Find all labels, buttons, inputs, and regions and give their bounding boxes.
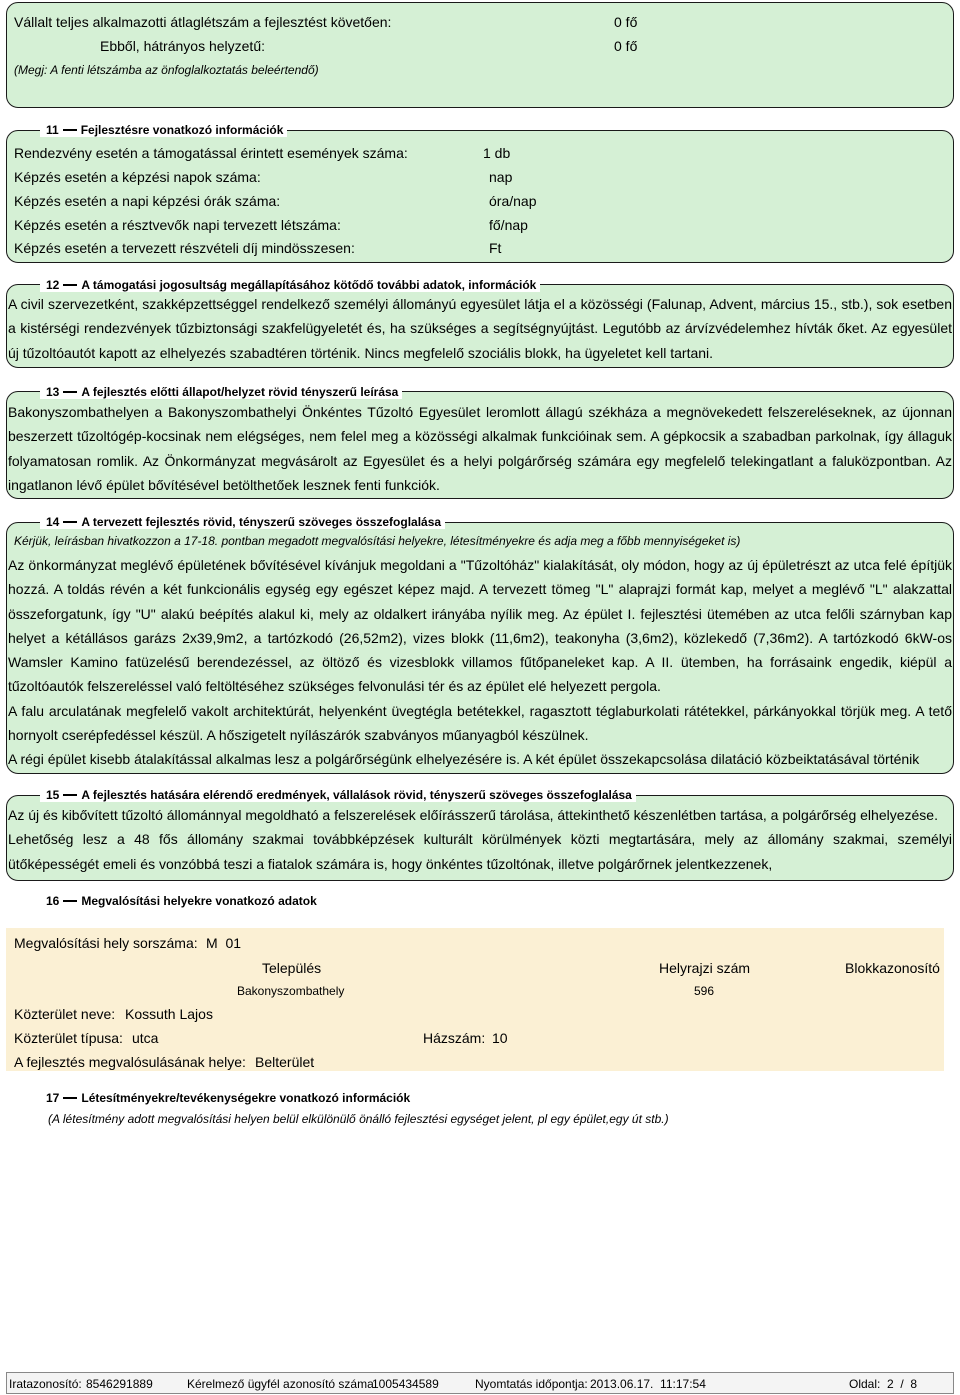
hazszam-value: 10 xyxy=(492,1030,508,1046)
section-16-title-text: Megvalósítási helyekre vonatkozó adatok xyxy=(81,894,317,908)
nyomtatas-label: Nyomtatás időpontja: xyxy=(475,1377,588,1391)
s11-row-value: nap xyxy=(489,169,513,185)
helye-value: Belterület xyxy=(255,1054,315,1070)
kozterulet-nev-value: Kossuth Lajos xyxy=(125,1006,213,1022)
kozterulet-tipus-value: utca xyxy=(132,1030,159,1046)
title-dash xyxy=(63,900,77,902)
title-dash xyxy=(63,391,77,393)
section-13-title xyxy=(40,385,402,399)
s15-p1: Az új és kibővített tűzoltó állománnyal megoldható a felszerelések előírásszerű tárolása, áttekinthető készenlétben tartása, a polgárőrség elhelyezése. xyxy=(8,807,938,823)
oldal-label: Oldal: xyxy=(849,1377,881,1391)
section-14-number: 14 xyxy=(46,515,60,529)
hazszam-label: Házszám: xyxy=(423,1030,486,1046)
s11-row-value: Ft xyxy=(489,240,502,256)
s11-row-label: Rendezvény esetén a támogatással érintett események száma: xyxy=(14,145,408,161)
s11-row-value: óra/nap xyxy=(489,193,537,209)
section-15-title xyxy=(40,788,636,802)
s14-paragraph xyxy=(8,553,952,772)
s10-line2-label: Ebből, hátrányos helyzetű: xyxy=(100,38,265,54)
section-12-title-text: A támogatási jogosultság megállapításához kötődő további adatok, információk xyxy=(81,278,537,292)
page-footer xyxy=(6,1372,954,1394)
s13-text: Bakonyszombathelyen a Bakonyszombathelyi Önkéntes Tűzoltó Egyesület leromlott állagú székháza a megnövekedett felszereléseknek, az újonnan beszerzett tűzoltógép-kocsinak nem elégséges, nem felel meg a közösségi alkalmak funkcióinak sem. A gépkocsik a szabadban parkolnak, így állaguk folyamatosan romlik. Az Önkormányzat megvásárolt az Egyesület és a helyi polgárőrség számára egy megfelelő telekingatlant a faluközpontban. Az ingatlanon lévő épület bővítésével betölthetőek lesznek fenti funkciók. xyxy=(8,404,952,493)
s10-line1-label: Vállalt teljes alkalmazotti átlaglétszám a fejlesztést követően: xyxy=(14,14,392,30)
s11-row-value: fő/nap xyxy=(489,217,528,233)
s10-line1-value: 0 fő xyxy=(614,14,638,30)
kozterulet-tipus-label: Közterület típusa: xyxy=(14,1030,123,1046)
title-dash xyxy=(63,284,77,286)
hely-value: M 01 xyxy=(206,935,242,951)
col-telepules: Település xyxy=(262,960,322,976)
section-17-title-text: Létesítményekre/tevékenységekre vonatkozó információk xyxy=(81,1091,411,1105)
s14-note: Kérjük, leírásban hivatkozzon a 17-18. pontban megadott megvalósítási helyekre, létesítményekre és adja meg a főbb mennyiségeket is) xyxy=(14,534,741,548)
title-dash xyxy=(63,794,77,796)
section-13-number: 13 xyxy=(46,385,60,399)
s11-row-label: Képzés esetén a résztvevők napi tervezett létszáma: xyxy=(14,217,341,233)
s15-p2: Lehetőség lesz a 48 fős állomány szakmai továbbképzések kulturált körülmények közti megtartására, mely az állomány szakmai, személyi ütőképességét emeli és vonzóbbá teszi a fiatalok számára is, hogy önkéntes tűzoltónak, illetve polgárőrnek jelentkezzenek, xyxy=(8,831,952,872)
oldal-value: 2 / 8 xyxy=(887,1377,918,1391)
telepules-value: Bakonyszombathely xyxy=(237,984,345,998)
s11-row-label: Képzés esetén a tervezett részvételi díj mindösszesen: xyxy=(14,240,355,256)
iratazonosito-label: Iratazonosító: xyxy=(9,1377,82,1391)
section-17-title xyxy=(40,1091,414,1105)
s15-paragraph xyxy=(8,803,952,876)
iratazonosito-value: 8546291889 xyxy=(86,1377,153,1391)
hely-label: Megvalósítási hely sorszáma: xyxy=(14,935,198,951)
ugyfel-value: 1005434589 xyxy=(372,1377,439,1391)
section-14-title xyxy=(40,515,445,529)
section-15-title-text: A fejlesztés hatására elérendő eredmények, vállalások rövid, tényszerű szöveges összefoglalása xyxy=(81,788,632,802)
s14-p1: Az önkormányzat meglévő épületének bővítésével kívánjuk megoldani a "Tűzoltóház" kialakítását, oly módon, hogy az új épületrészt az utca felé építjük hozzá. A toldás révén a két funkcionális egység egy egészet képez majd. A tervezett tömeg "L" alaprajzi formát kap, melyet a meglévő "L" alakzattal összeforgatunk, így "U" alakú beépítés alakul ki, mely az oldalkert irányába nyílik meg. Az épület I. fejlesztési ütemében az utca felőli szárnyban kap helyet a kétállásos garázs 2x39,9m2, a tartózkodó (26,52m2), vizes blokk (11,6m2), teakonyha (3,6m2), közlekedő (7,36m2). A tartózkodó 6kW-os Wamsler Kamino fatüzelésű berendezéssel, az öltöző és vizesblokk villamos fűtőpaneleket kap. A II. ütemben, ha forrásaink engedik, kiépül a tűzoltóautók felszereléssel való feltöltéséhez szükséges felvonulási tér és az épület elé helyezett pergola. xyxy=(8,557,952,695)
section-16-number: 16 xyxy=(46,894,60,908)
section-11-number: 11 xyxy=(46,123,59,137)
title-dash xyxy=(63,129,77,131)
hrsz-value: 596 xyxy=(694,984,715,998)
s10-note: (Megj: A fenti létszámba az önfoglalkoztatás beleértendő) xyxy=(14,63,319,77)
nyomtatas-value: 2013.06.17. 11:17:54 xyxy=(590,1377,706,1391)
title-dash xyxy=(63,1097,77,1099)
section-11-title xyxy=(40,123,287,137)
helye-label: A fejlesztés megvalósulásának helye: xyxy=(14,1054,246,1070)
section-14-title-text: A tervezett fejlesztés rövid, tényszerű szöveges összefoglalása xyxy=(81,515,442,529)
section-12-number: 12 xyxy=(46,278,60,292)
s11-row-value: 1 db xyxy=(483,145,511,161)
title-dash xyxy=(63,521,77,523)
s10-line2-value: 0 fő xyxy=(614,38,638,54)
s11-row-label: Képzés esetén a képzési napok száma: xyxy=(14,169,261,185)
section-17-number: 17 xyxy=(46,1091,60,1105)
s14-p2: A falu arculatának megfelelő vakolt architektúrát, helyenként üvegtégla betétekkel, ragasztott téglaburkolati rátétekkel, párkányokkal törjük meg. A tető hornyolt cserépfedéssel készül. A hőszigetelt nyílászárók szabványos műanyagból készülnek. xyxy=(8,702,952,744)
section-15-number: 15 xyxy=(46,788,60,802)
kozterulet-nev-label: Közterület neve: xyxy=(14,1006,116,1022)
s17-note: (A létesítmény adott megvalósítási helyen belül elkülönülő önálló fejlesztési egységet jelent, pl egy épület,egy út stb.) xyxy=(48,1112,669,1126)
s11-row-label: Képzés esetén a napi képzési órák száma: xyxy=(14,193,281,209)
section-16-title xyxy=(40,894,321,908)
ugyfel-label: Kérelmező ügyfél azonosító száma: xyxy=(187,1377,378,1391)
col-blokk: Blokkazonosító xyxy=(845,960,940,976)
section-13-title-text: A fejlesztés előtti állapot/helyzet rövid tényszerű leírása xyxy=(81,385,399,399)
section-12-title xyxy=(40,278,540,292)
s14-p3: A régi épület kisebb átalakítással alkalmas lesz a polgárőrségünk elhelyezésére is. A két épület összekapcsolása dilatáció közbeiktatásával történik xyxy=(8,751,920,768)
col-hrsz: Helyrajzi szám xyxy=(659,960,751,976)
section-11-title-text: Fejlesztésre vonatkozó információk xyxy=(80,123,284,137)
s12-text: A civil szervezetként, szakképzettséggel rendelkező személyi állományú egyesület látja el a közösségi (Falunap, Advent, március 15., stb.), sok esetben a kistérségi rendezvények tűzbiztonsági szakfelügyeletét és, ha szükséges a segítségnyújtást. Legutóbb az árvízvédelemhez hívták őket. Az egyesület új tűzoltóautót kapott az elhelyezés szabadtéren történik. Nincs megfelelő szociális blokk, ha ügyeletet kell tartani. xyxy=(8,296,952,361)
